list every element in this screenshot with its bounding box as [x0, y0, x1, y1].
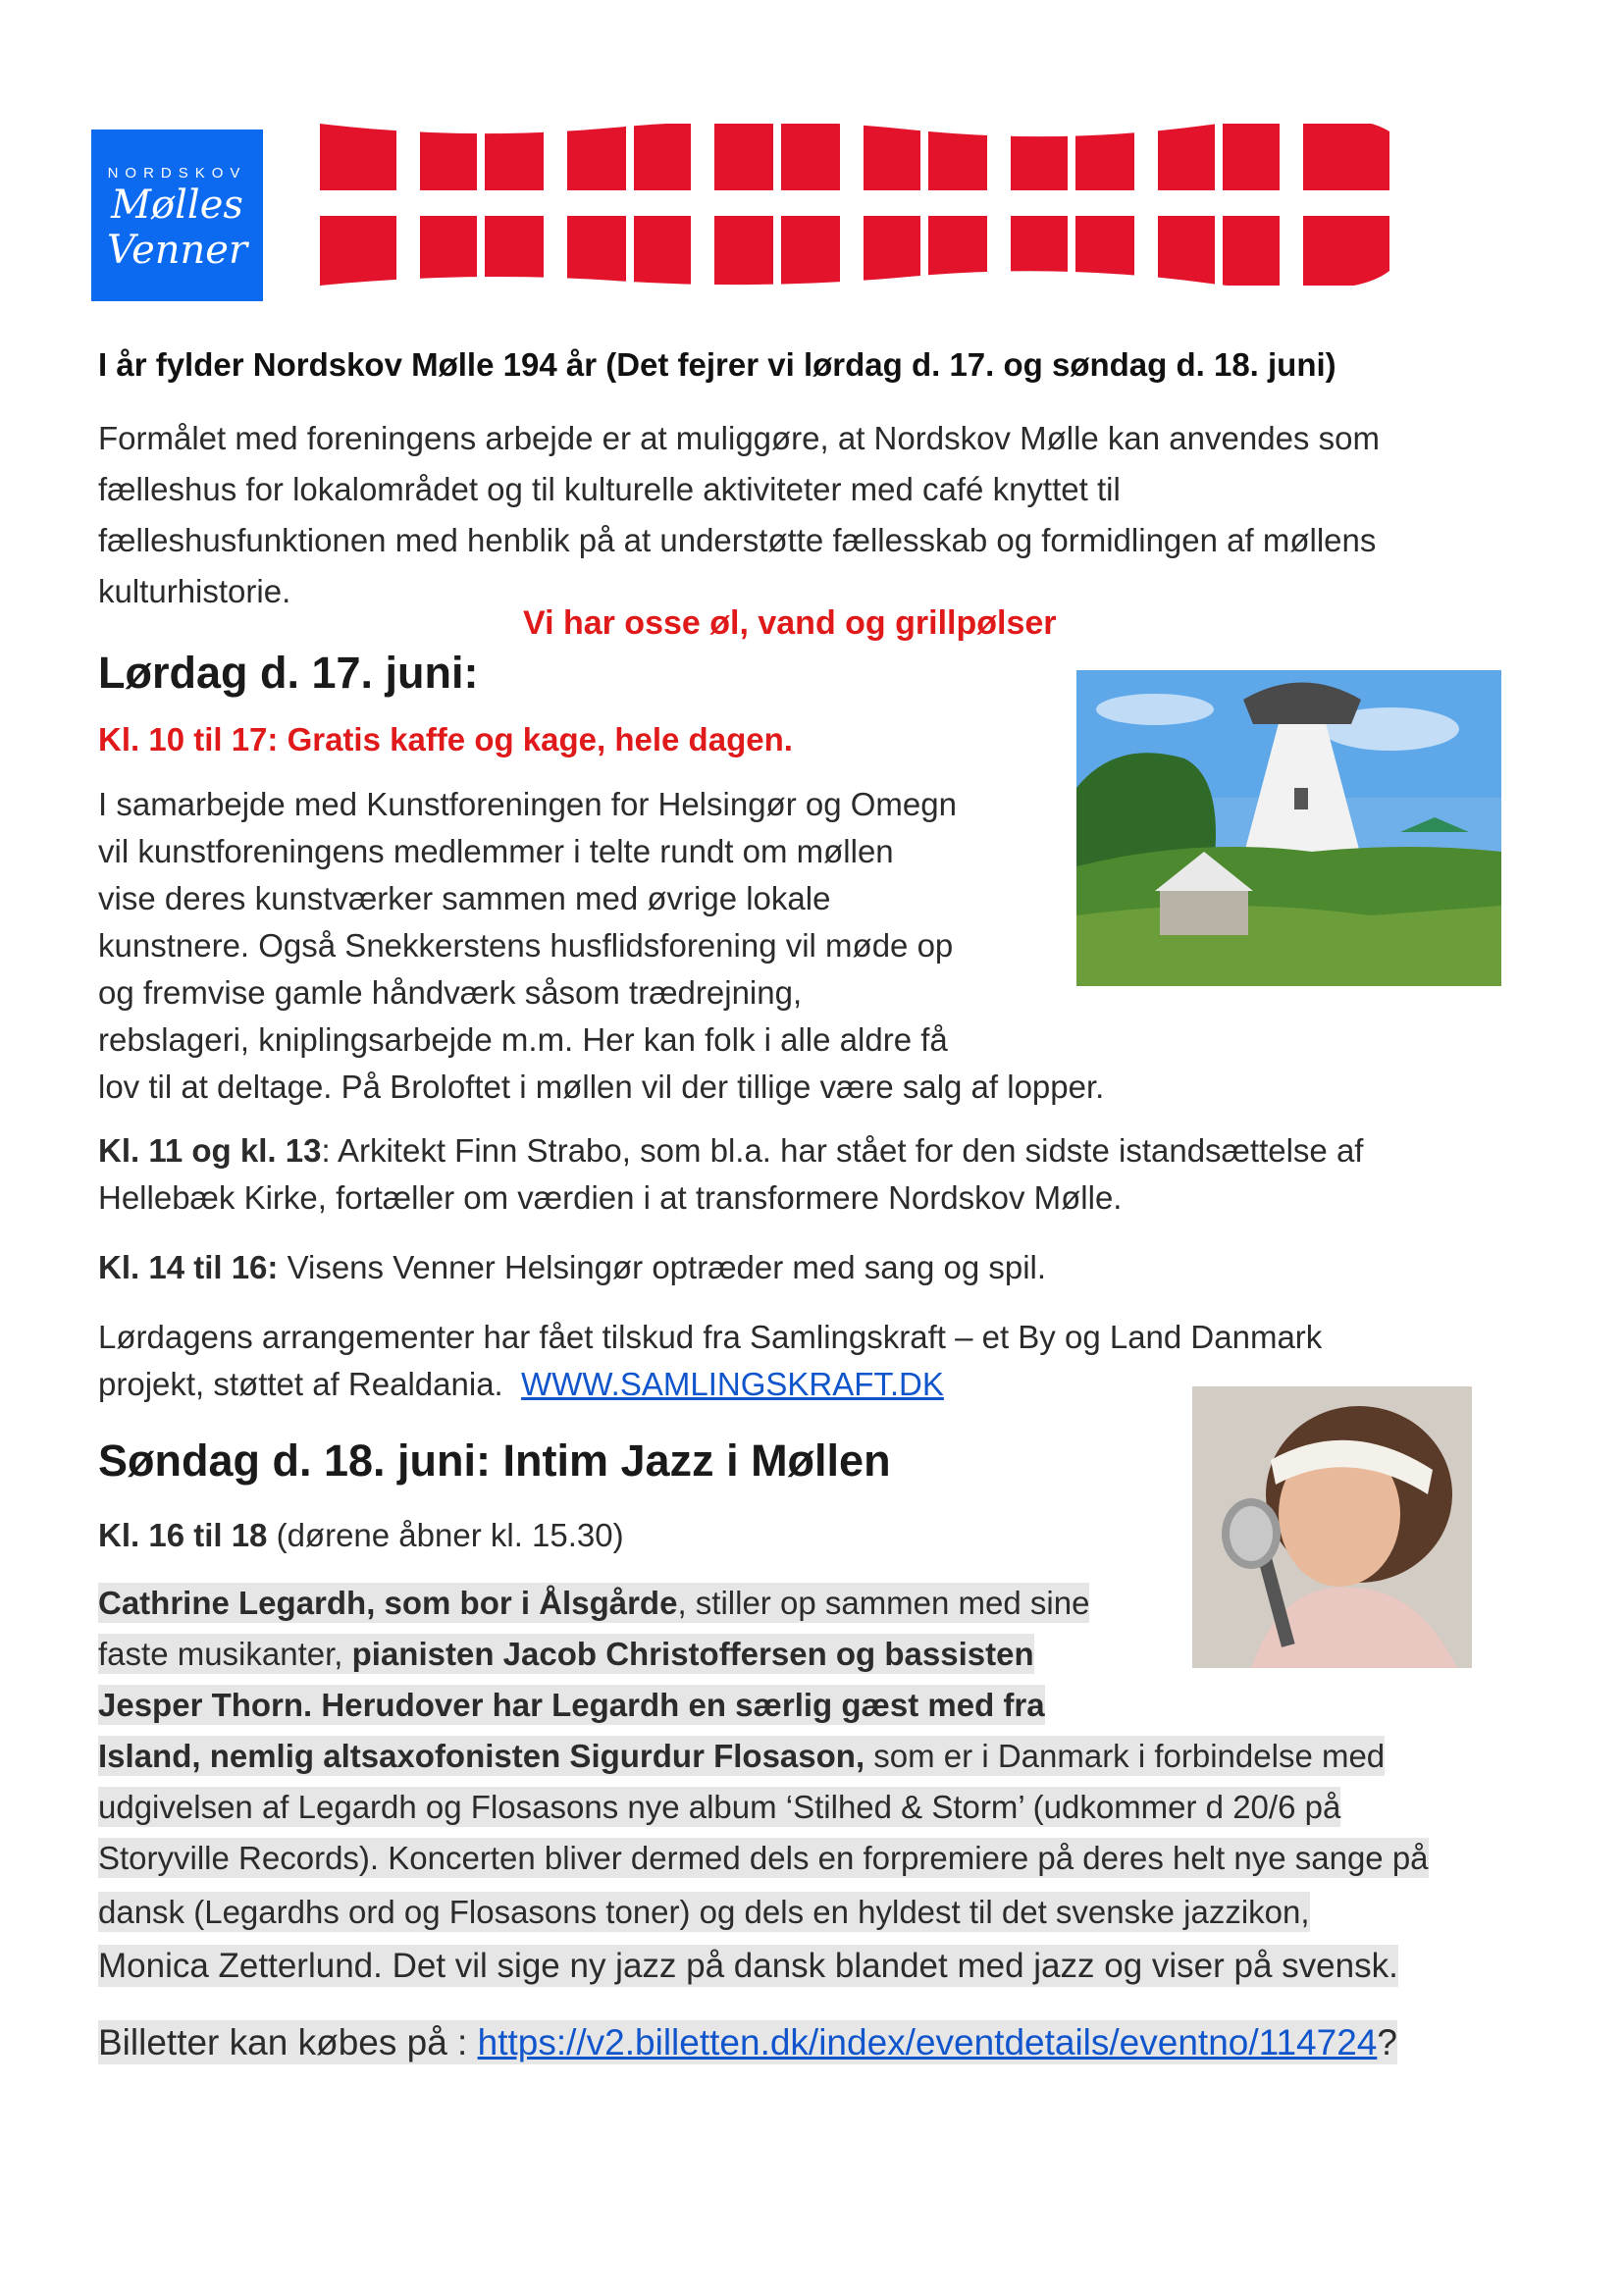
saturday-line-3: vise deres kunstværker sammen med øvrige lokale — [98, 880, 831, 916]
jazz-l8: Monica Zetterlund. Det vil sige ny jazz på dansk blandet med jazz og viser på svensk. — [98, 1947, 1398, 1985]
sunday-time-line — [98, 1512, 624, 1559]
funding-text: projekt, støttet af Realdania. — [98, 1366, 522, 1402]
saturday-line-4: kunstnere. Også Snekkerstens husflidsforening vil møde op — [98, 927, 954, 964]
jazz-line-4 — [98, 1733, 1385, 1780]
windmill-photo — [1076, 670, 1501, 986]
music-time: Kl. 14 til 16: — [98, 1249, 279, 1285]
jazz-line-1 — [98, 1580, 1089, 1627]
talk-text-1: : Arkitekt Finn Strabo, som bl.a. har stået for den sidste istandsættelse af — [321, 1132, 1364, 1169]
purpose-line-1: Formålet med foreningens arbejde er at muliggøre, at Nordskov Mølle kan anvendes som — [98, 420, 1380, 456]
danish-flags-banner — [320, 124, 1389, 286]
jazz-l3-bold: Jesper Thorn. Herudover har Legardh en særlig gæst med fra — [98, 1687, 1045, 1723]
music-line — [98, 1244, 1046, 1291]
saturday-free-coffee: Kl. 10 til 17: Gratis kaffe og kage, hele dagen. — [98, 721, 793, 757]
jazz-l4-bold: Island, nemlig altsaxofonisten Sigurdur Flosason, — [98, 1738, 865, 1774]
purpose-line-4: kulturhistorie. — [98, 573, 291, 609]
nordskov-logo — [91, 130, 263, 301]
purpose-line-2: fælleshus for lokalområdet og til kulturelle aktiviteter med café knyttet til — [98, 471, 1121, 507]
saturday-line-1: I samarbejde med Kunstforeningen for Helsingør og Omegn — [98, 786, 957, 822]
jazz-line-7 — [98, 1889, 1310, 1936]
logo-script-line2: Venner — [106, 228, 248, 273]
jazz-line-3 — [98, 1682, 1045, 1729]
jazz-line-8 — [98, 1943, 1398, 1990]
saturday-line-7: lov til at deltage. På Broloftet i møllen vil der tillige være salg af lopper. — [98, 1069, 1105, 1105]
jazz-l1-rest: , stiller op sammen med sine — [677, 1585, 1090, 1621]
talk-line-1 — [98, 1127, 1363, 1174]
sunday-time: Kl. 16 til 18 — [98, 1517, 268, 1553]
jazz-line-5 — [98, 1784, 1340, 1831]
jazz-l5: udgivelsen af Legardh og Flosasons nye album ‘Stilhed & Storm’ (udkommer d 20/6 på — [98, 1789, 1341, 1825]
music-text: Visens Venner Helsingør optræder med sang og spil. — [278, 1249, 1047, 1285]
saturday-line-5: og fremvise gamle håndværk såsom trædrejning, — [98, 974, 803, 1011]
sunday-heading: Søndag d. 18. juni: Intim Jazz i Møllen — [98, 1435, 891, 1486]
logo-top-text: NORDSKOV — [107, 165, 247, 182]
jazz-l4-rest: som er i Danmark i forbindelse med — [864, 1738, 1386, 1774]
jazz-l2-pre: faste musikanter, — [98, 1636, 352, 1672]
jazz-line-2 — [98, 1631, 1034, 1678]
tickets-post: ? — [1377, 2022, 1397, 2062]
tickets-link[interactable]: https://v2.billetten.dk/index/eventdetails/eventno/114724 — [477, 2022, 1378, 2062]
saturday-line-6: rebslageri, kniplingsarbejde m.m. Her kan folk i alle aldre få — [98, 1021, 948, 1058]
talk-time: Kl. 11 og kl. 13 — [98, 1132, 322, 1169]
tickets-line — [98, 2019, 1397, 2066]
jazz-l6: Storyville Records). Koncerten bliver dermed dels en forpremiere på deres helt nye sange på — [98, 1840, 1429, 1876]
jazz-l2-bold: pianisten Jacob Christoffersen og bassisten — [351, 1636, 1034, 1672]
saturday-line-2: vil kunstforeningens medlemmer i telte rundt om møllen — [98, 833, 894, 869]
red-note: Vi har osse øl, vand og grillpølser — [523, 604, 1057, 642]
singer-photo — [1192, 1386, 1472, 1668]
talk-line-2: Hellebæk Kirke, fortæller om værdien i at transformere Nordskov Mølle. — [98, 1179, 1123, 1216]
jazz-line-6 — [98, 1835, 1429, 1882]
jazz-l7: dansk (Legardhs ord og Flosasons toner) og dels en hyldest til det svenske jazzikon, — [98, 1894, 1310, 1930]
funding-line-2 — [98, 1361, 944, 1408]
tickets-pre: Billetter kan købes på : — [98, 2022, 478, 2062]
intro-headline: I år fylder Nordskov Mølle 194 år (Det fejrer vi lørdag d. 17. og søndag d. 18. juni) — [98, 346, 1336, 383]
purpose-line-3: fælleshusfunktionen med henblik på at understøtte fællesskab og formidlingen af møllens — [98, 522, 1377, 558]
jazz-l1-bold: Cathrine Legardh, som bor i Ålsgårde — [98, 1585, 678, 1621]
sunday-time-note: (dørene åbner kl. 15.30) — [267, 1517, 624, 1553]
funding-line-1: Lørdagens arrangementer har fået tilskud fra Samlingskraft – et By og Land Danmark — [98, 1319, 1323, 1355]
samlingskraft-link[interactable]: WWW.SAMLINGSKRAFT.DK — [521, 1366, 944, 1402]
logo-script-line1: Mølles — [111, 183, 243, 228]
saturday-heading: Lørdag d. 17. juni: — [98, 648, 479, 698]
